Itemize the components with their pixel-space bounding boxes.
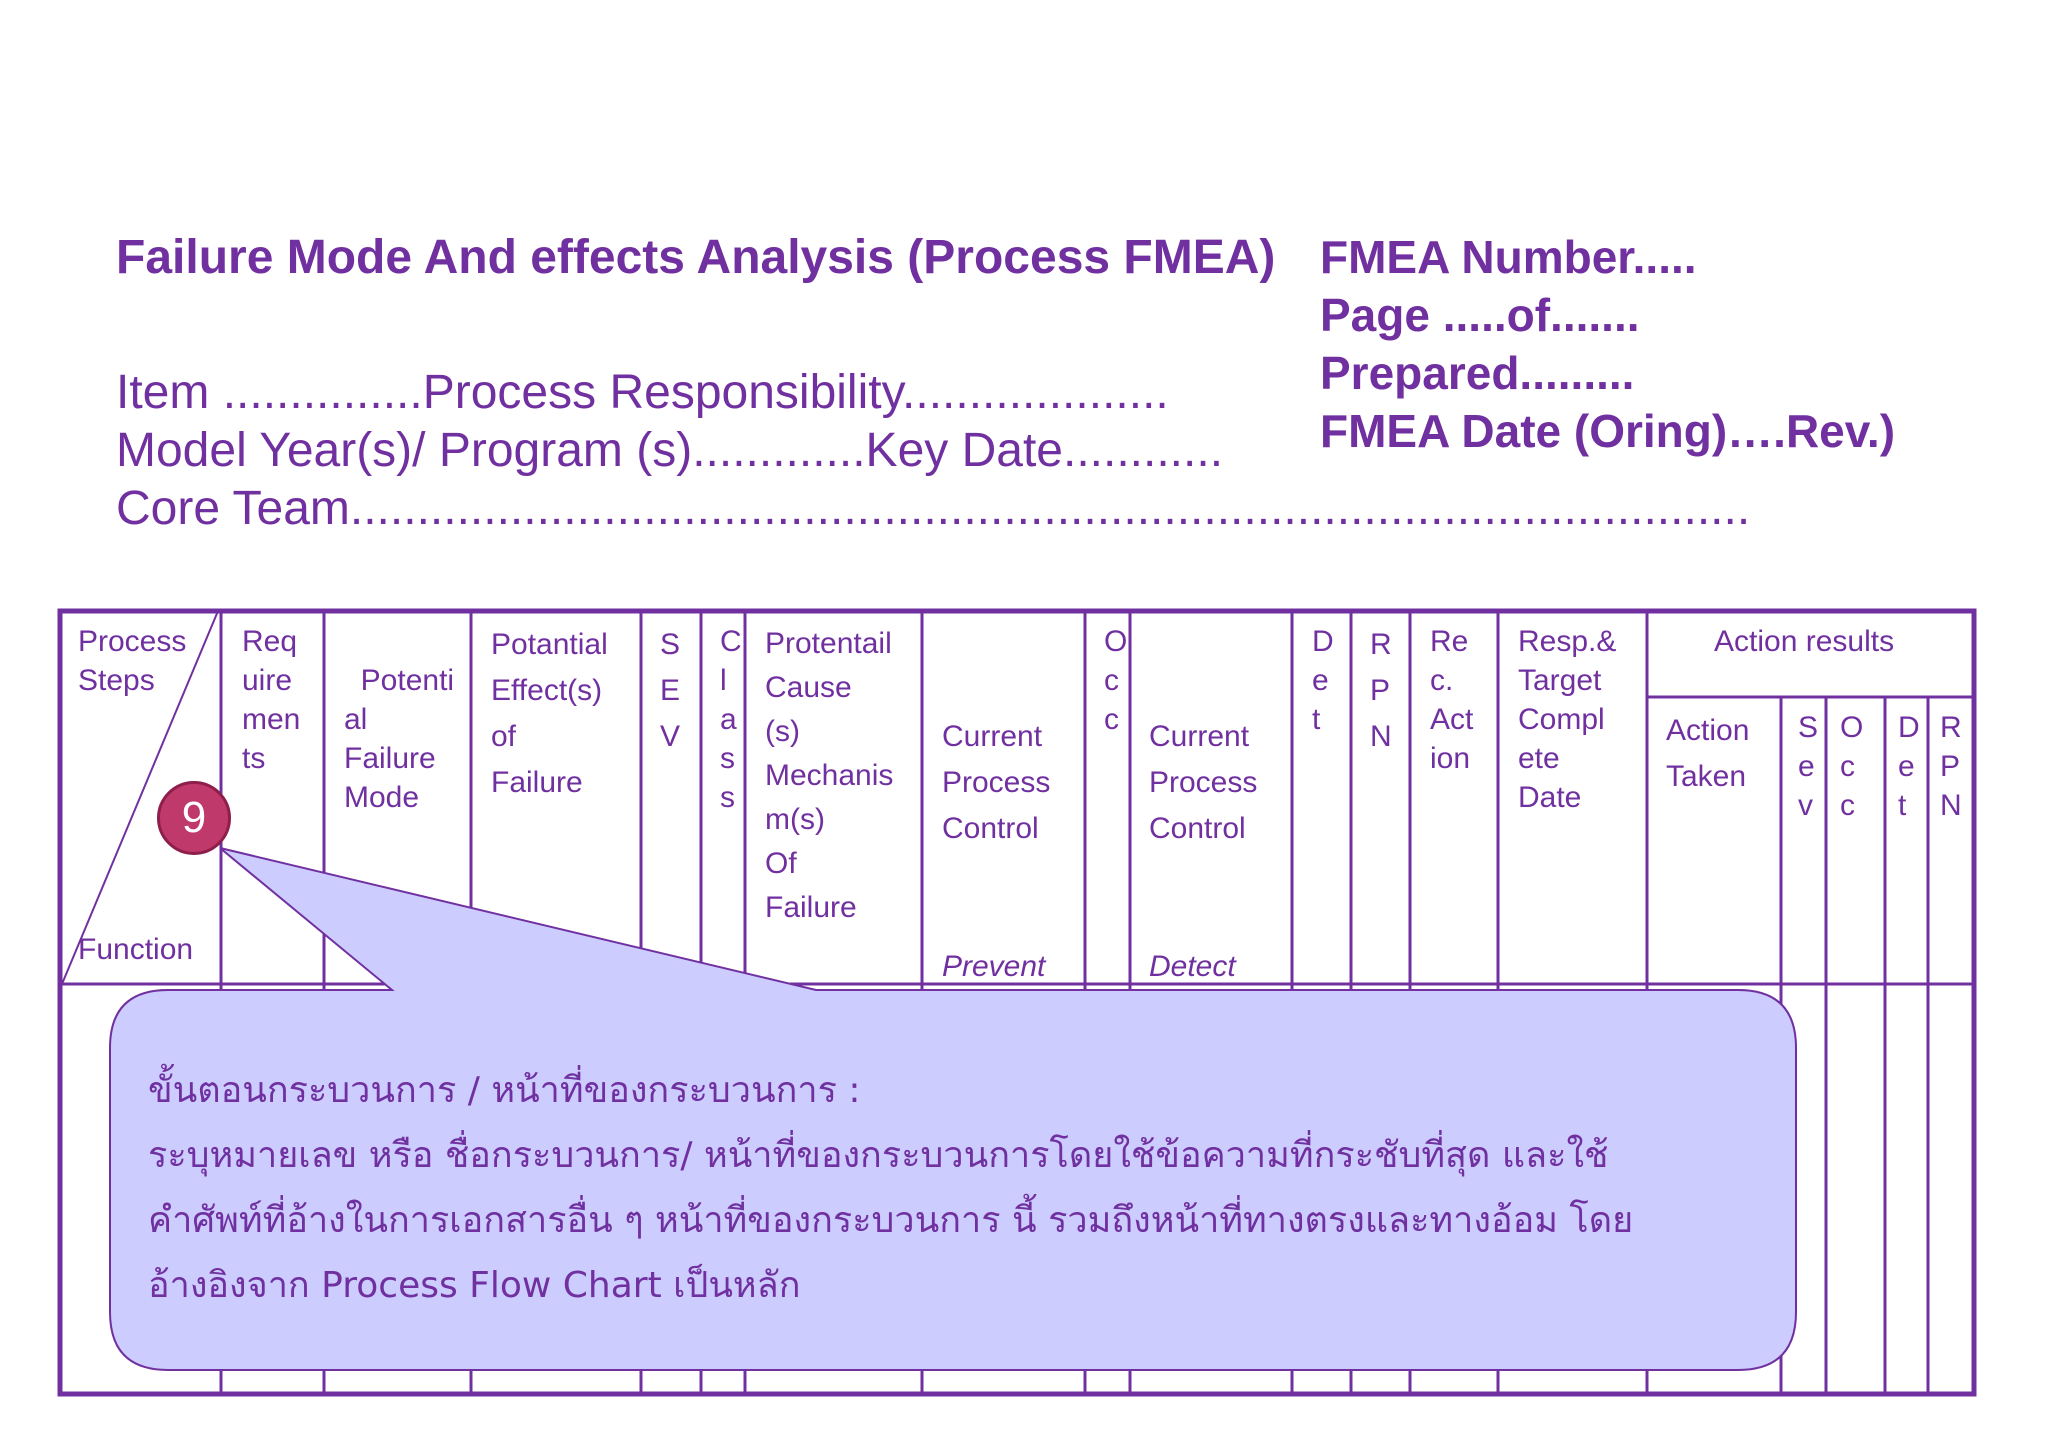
col-resp-target: Resp.& Target Compl ete Date [1518, 625, 1617, 814]
col-occ: O c c [1104, 625, 1128, 736]
col-rpn: R P N [1370, 628, 1392, 753]
col-detection-control: Current Process Control Detect [1149, 622, 1257, 1036]
callout-line: คำศัพท์ที่อ้างในการเอกสารอื่น ๆ หน้าที่ของกระบวนการ นี้ รวมถึงหน้าที่ทางตรงและทางอ้อม โดย [148, 1200, 1634, 1241]
col-potential-cause: Protentail Cause (s) Mechanis m(s) Of Failure [765, 627, 894, 924]
callout-text [148, 1058, 1768, 1318]
callout-line: ขั้นตอนกระบวนการ / หน้าที่ของกระบวนการ : [148, 1070, 861, 1111]
model-year-line: Model Year(s)/ Program (s).............Key Date............ [116, 424, 1224, 477]
col-recommended-action: Re c. Act ion [1430, 625, 1474, 775]
col-result-occ: O c c [1840, 711, 1864, 822]
col-requirements: Req uire men ts [242, 625, 301, 775]
page-of: Page .....of....... [1320, 289, 1640, 341]
col-action-taken: Action Taken [1666, 714, 1750, 793]
step-number-badge: 9 [157, 781, 231, 855]
col-process-steps: Process Steps [78, 625, 187, 697]
prepared: Prepared......... [1320, 347, 1635, 399]
col-result-sev: S e v [1798, 711, 1819, 822]
col-function: Function [78, 933, 194, 966]
col-potential-effects: Potantial Effect(s) of Failure [491, 628, 608, 799]
document-title: Failure Mode And effects Analysis (Process FMEA) [116, 231, 1276, 284]
callout-line: ระบุหมายเลข หรือ ชื่อกระบวนการ/ หน้าที่ของกระบวนการโดยใช้ข้อความที่กระชับที่สุด และใช้ [148, 1135, 1609, 1176]
item-line: Item ...............Process Responsibility.................... [116, 366, 1169, 419]
col-result-rpn: R P N [1940, 711, 1962, 822]
col-potential-failure-mode: Potenti al Failure Mode [344, 664, 455, 814]
col-det: D e t [1312, 625, 1334, 736]
col-result-det: D e t [1898, 711, 1920, 822]
fmea-date: FMEA Date (Oring)….Rev.) [1320, 405, 1896, 457]
callout-line: อ้างอิงจาก Process Flow Chart เป็นหลัก [148, 1265, 801, 1306]
col-action-results: Action results [1714, 625, 1895, 658]
col-sev: S E V [660, 628, 681, 753]
detect-label: Detect [1149, 950, 1236, 983]
fmea-number: FMEA Number..... [1320, 231, 1697, 283]
col-class: C l a s s [720, 625, 742, 814]
core-team-line: Core Team......................................................................................................... [116, 482, 1751, 535]
prevent-label: Prevent [942, 950, 1046, 983]
col-prevention-control: Current Process Control Prevent [942, 622, 1050, 1036]
